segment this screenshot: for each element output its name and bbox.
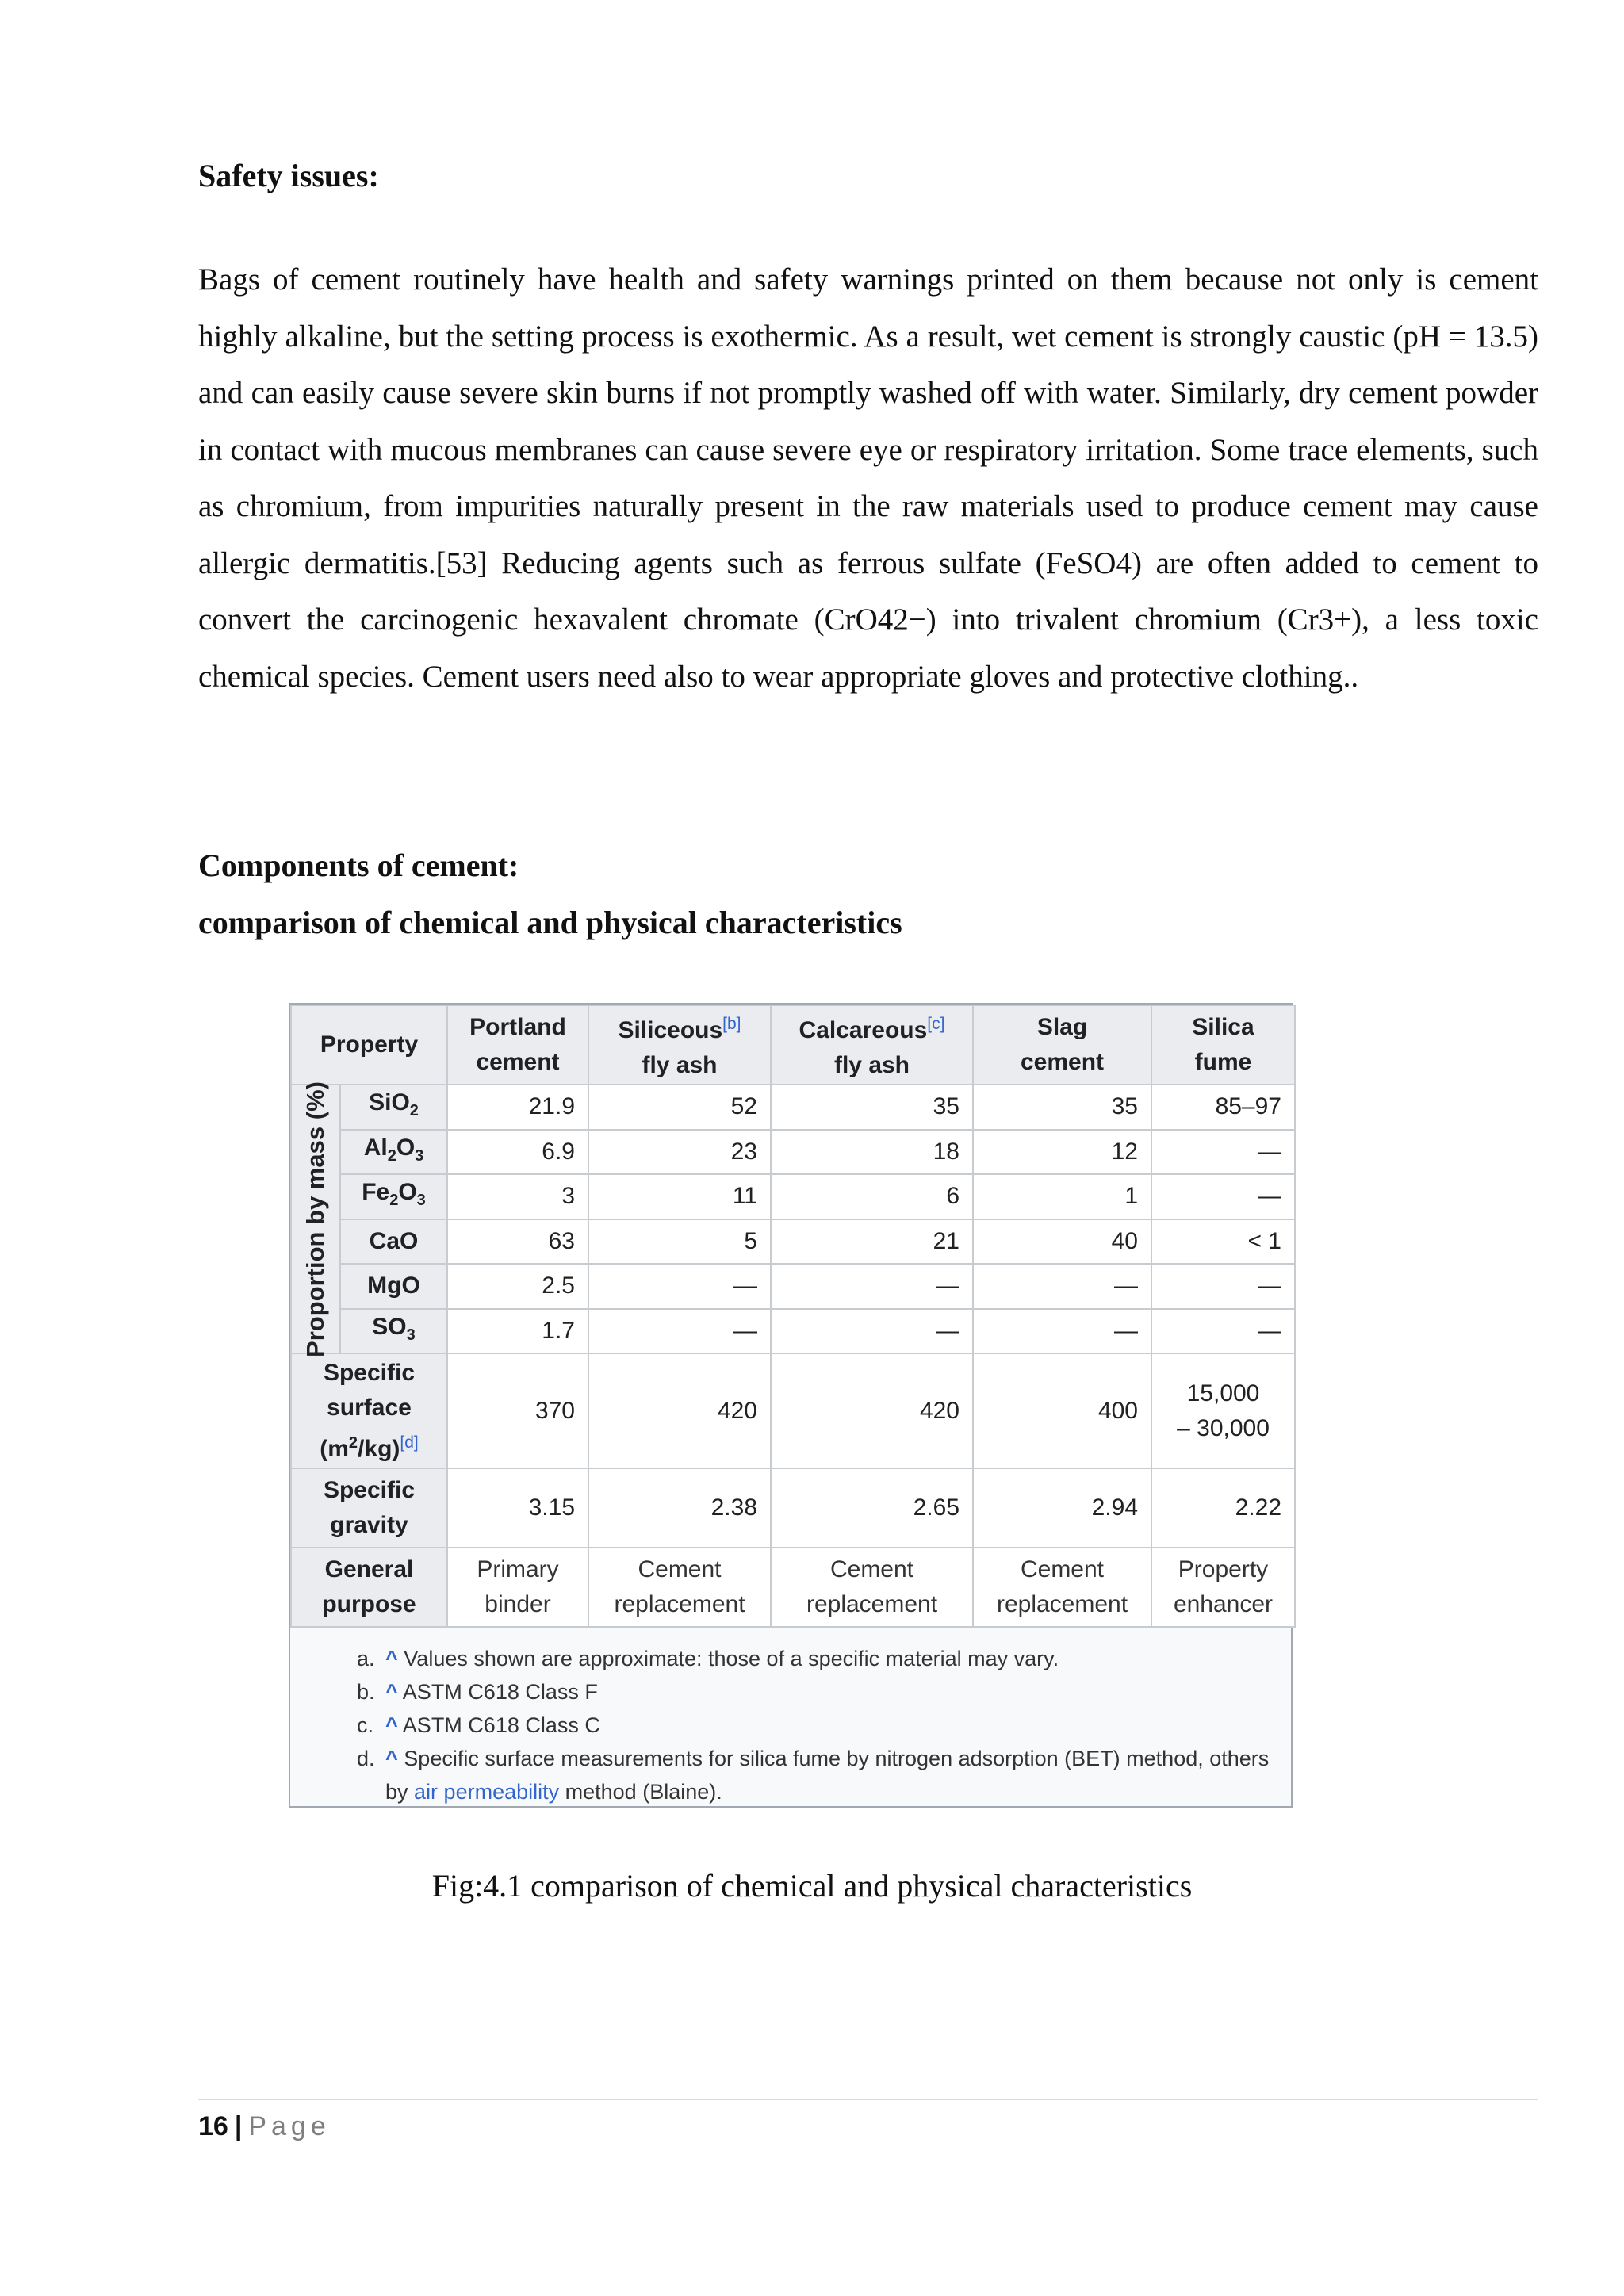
general-purpose-label: General purpose <box>291 1548 447 1627</box>
table-cell: 18 <box>771 1130 973 1175</box>
table-cell: 85–97 <box>1151 1085 1295 1130</box>
table-cell: 3.15 <box>447 1468 588 1548</box>
table-cell: 2.65 <box>771 1468 973 1548</box>
footnote-marker: d. <box>357 1747 375 1770</box>
property-header: Property <box>291 1005 447 1085</box>
table-cell: 2.5 <box>447 1264 588 1309</box>
page-number: 16 <box>198 2111 228 2141</box>
table-cell: 1 <box>973 1174 1151 1219</box>
table-cell: 1.7 <box>447 1309 588 1354</box>
table-cell: — <box>973 1309 1151 1354</box>
table-row <box>291 1309 1295 1354</box>
table-cell: 35 <box>771 1085 973 1130</box>
table-cell: 2.38 <box>588 1468 771 1548</box>
table-cell: 21.9 <box>447 1085 588 1130</box>
table-row <box>291 1468 1295 1548</box>
table-cell: 63 <box>447 1219 588 1265</box>
specific-surface-label: Specific surface $(m^2/kg)[d]$ <box>291 1353 447 1468</box>
table-cell: 370 <box>447 1353 588 1468</box>
table-row <box>291 1353 1295 1468</box>
table-cell: 23 <box>588 1130 771 1175</box>
compound-label: $Fe_2O_3$ <box>340 1174 447 1219</box>
table-cell: 52 <box>588 1085 771 1130</box>
table-cell: 6 <box>771 1174 973 1219</box>
table-cell: 15,000 – 30,000 <box>1151 1353 1295 1468</box>
footnote-text: ASTM C618 Class C <box>402 1713 600 1737</box>
footnote-item <box>290 1709 1291 1742</box>
table-cell: — <box>1151 1130 1295 1175</box>
compound-label: MgO <box>340 1264 447 1309</box>
components-heading: Components of cement: <box>198 848 519 883</box>
table-cell: 12 <box>973 1130 1151 1175</box>
page-word: Page <box>248 2111 331 2141</box>
column-header: Slag cement <box>973 1005 1151 1085</box>
table-cell: — <box>1151 1174 1295 1219</box>
table-cell: 6.9 <box>447 1130 588 1175</box>
page-separator: | <box>234 2111 243 2141</box>
safety-paragraph: Bags of cement routinely have health and safety warnings printed on them because not only is cement highly alkaline, but the setting process is exothermic. As a result, wet cement is strongly caustic (pH = 13.5) and can easily cause severe skin burns if not promptly washed off with water. Similarly, dry cement powder in contact with mucous membranes can cause severe eye or respiratory irritation. Some trace elements, such as chromium, from impurities naturally present in the raw materials used to produce cement may cause allergic dermatitis.[53] Reducing agents such as ferrous sulfate (FeSO4) are often added to cement to convert the carcinogenic hexavalent chromate (CrO42−) into trivalent chromium (Cr3+), a less toxic chemical species. Cement users need also to wear appropriate gloves and protective clothing.. <box>198 262 1538 694</box>
specific-gravity-label: Specific gravity <box>291 1468 447 1548</box>
footnote-text: Values shown are approximate: those of a specific material may vary. <box>404 1647 1059 1670</box>
column-header: Siliceous[b] fly ash <box>588 1005 771 1085</box>
table-cell: 21 <box>771 1219 973 1265</box>
table-row <box>291 1219 1295 1265</box>
ref-link[interactable]: [b] <box>722 1015 741 1033</box>
mass-group-label <box>291 1081 340 1357</box>
comparison-table-figure <box>289 1003 1293 1808</box>
column-header: Silica fume <box>1151 1005 1295 1085</box>
table-cell: 420 <box>771 1353 973 1468</box>
footnote-text-end: method (Blaine). <box>565 1780 722 1804</box>
footnote-item <box>290 1642 1291 1675</box>
table-row <box>291 1548 1295 1627</box>
table-cell: 400 <box>973 1353 1151 1468</box>
table-row <box>291 1264 1295 1309</box>
footer-divider <box>198 2099 1538 2100</box>
table-cell: Cement replacement <box>771 1548 973 1627</box>
table-row <box>291 1130 1295 1175</box>
compound-label: SiO$_2$ <box>340 1085 447 1130</box>
table-cell: 3 <box>447 1174 588 1219</box>
footnote-marker: b. <box>357 1680 375 1704</box>
table-cell: 2.94 <box>973 1468 1151 1548</box>
backlink-caret[interactable]: ^ <box>385 1713 398 1737</box>
table-cell: Property enhancer <box>1151 1548 1295 1627</box>
column-header: Portland cement <box>447 1005 588 1085</box>
table-cell: 11 <box>588 1174 771 1219</box>
table-cell: — <box>771 1264 973 1309</box>
table-cell: Primary binder <box>447 1548 588 1627</box>
backlink-caret[interactable]: ^ <box>385 1680 398 1704</box>
compound-label: CaO <box>340 1219 447 1265</box>
compound-label: $SO_3$ <box>340 1309 447 1354</box>
table-cell: — <box>1151 1264 1295 1309</box>
table-row <box>291 1174 1295 1219</box>
table-cell: 2.22 <box>1151 1468 1295 1548</box>
table-cell: 5 <box>588 1219 771 1265</box>
comparison-table <box>290 1004 1296 1628</box>
footnote-item <box>290 1742 1291 1808</box>
figure-caption: Fig:4.1 comparison of chemical and physical characteristics <box>431 1868 1193 1904</box>
table-cell: 420 <box>588 1353 771 1468</box>
table-header-row <box>291 1005 1295 1085</box>
table-cell: — <box>973 1264 1151 1309</box>
column-header: Calcareous[c] fly ash <box>771 1005 973 1085</box>
ref-link[interactable]: [c] <box>927 1015 945 1033</box>
footnote-text: ASTM C618 Class F <box>402 1680 598 1704</box>
table-cell: Cement replacement <box>588 1548 771 1627</box>
footnote-text: Specific surface measurements for silica fume by nitrogen adsorption (BET) method, others by <box>385 1747 1270 1804</box>
footnote-marker: a. <box>357 1647 375 1670</box>
ref-link[interactable]: [d] <box>400 1433 419 1452</box>
table-cell: — <box>771 1309 973 1354</box>
table-cell: Cement replacement <box>973 1548 1151 1627</box>
page-footer <box>198 2111 331 2142</box>
safety-heading: Safety issues: <box>198 158 379 193</box>
table-cell: — <box>588 1264 771 1309</box>
comparison-subheading: comparison of chemical and physical characteristics <box>198 905 902 940</box>
air-permeability-link[interactable]: air permeability <box>414 1780 560 1804</box>
table-row <box>291 1085 1295 1130</box>
compound-label: $Al_2O_3$ <box>340 1130 447 1175</box>
mass-group-text: Proportion by mass (%) <box>301 1081 329 1357</box>
table-cell: — <box>588 1309 771 1354</box>
footnote-list <box>290 1628 1291 1808</box>
backlink-caret[interactable]: ^ <box>385 1747 398 1770</box>
table-cell: < 1 <box>1151 1219 1295 1265</box>
footnote-item <box>290 1675 1291 1709</box>
footnote-marker: c. <box>357 1713 374 1737</box>
table-cell: 40 <box>973 1219 1151 1265</box>
backlink-caret[interactable]: ^ <box>385 1647 398 1670</box>
table-cell: 35 <box>973 1085 1151 1130</box>
table-cell: — <box>1151 1309 1295 1354</box>
